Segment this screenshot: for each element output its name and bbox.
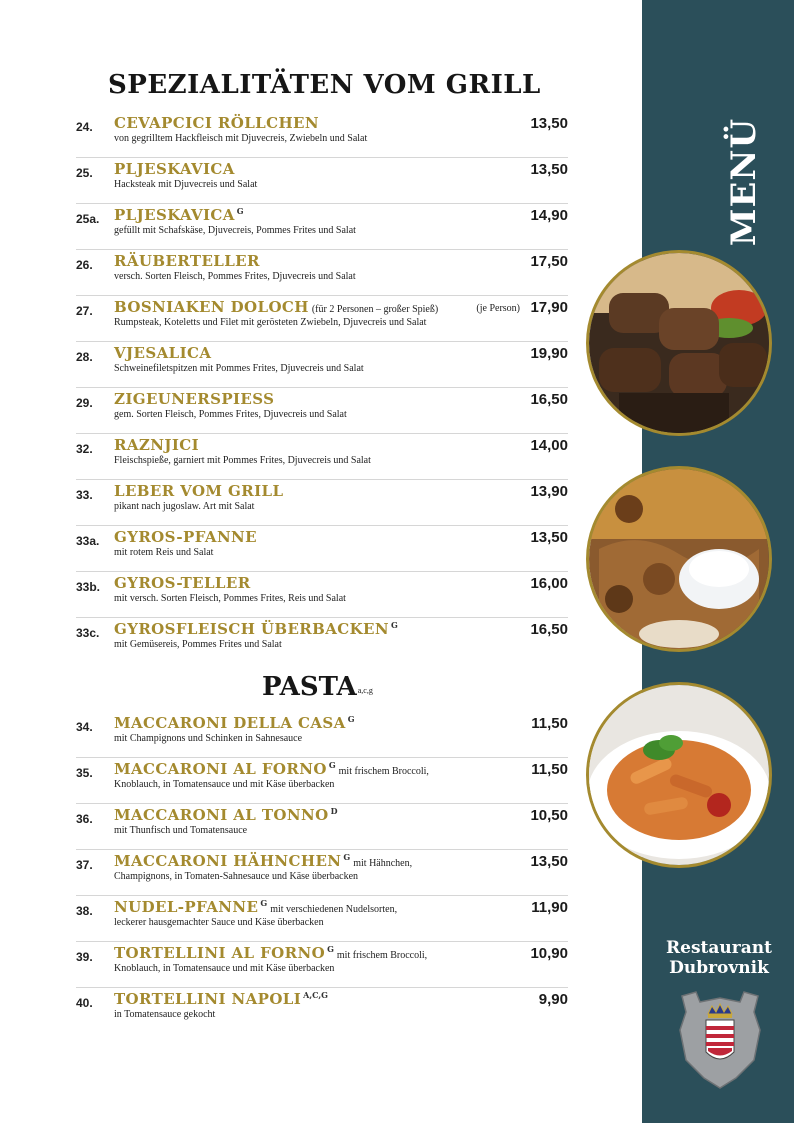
item-number: 28. — [76, 350, 93, 364]
item-name-text: CEVAPCICI RÖLLCHEN — [114, 114, 319, 132]
item-name-text: ZIGEUNERSPIESS — [114, 390, 275, 408]
menu-item — [76, 804, 568, 850]
allergen-code: G — [236, 206, 244, 216]
allergen-code: D — [330, 806, 338, 816]
item-number: 33c. — [76, 626, 100, 640]
allergen-code: G — [343, 852, 351, 862]
item-name — [114, 298, 438, 316]
allergen-code: G — [327, 944, 334, 954]
item-description: Champignons, in Tomaten-Sahnesauce und Käse überbacken — [114, 871, 359, 882]
item-description: von gegrilltem Hackfleisch mit Djuvecreis, Zwiebeln und Salat — [114, 133, 368, 144]
item-number: 34. — [76, 720, 93, 734]
item-number: 33a. — [76, 534, 100, 548]
pasta-allergen-codes: a,c,g — [357, 686, 373, 695]
item-description: Knoblauch, in Tomatensauce und mit Käse überbacken — [114, 779, 335, 790]
item-number: 25. — [76, 166, 93, 180]
menu-item — [76, 942, 568, 988]
item-name-text: MACCARONI AL FORNO — [114, 760, 327, 778]
item-name-text: TORTELLINI AL FORNO — [114, 944, 326, 962]
item-number: 27. — [76, 304, 93, 318]
menu-item — [76, 480, 568, 526]
item-name-text: MACCARONI DELLA CASA — [114, 714, 346, 732]
menu-item — [76, 988, 568, 1034]
item-name — [114, 944, 427, 962]
item-description: mit versch. Sorten Fleisch, Pommes Frites, Reis und Salat — [114, 593, 346, 604]
item-price: 19,90 — [530, 345, 568, 362]
item-number: 37. — [76, 858, 93, 872]
item-description: mit rotem Reis und Salat — [114, 547, 214, 558]
item-number: 24. — [76, 120, 93, 134]
pasta-section-title — [262, 672, 373, 702]
item-number: 26. — [76, 258, 93, 272]
grill-meat-photo — [586, 250, 772, 436]
item-description: in Tomatensauce gekocht — [114, 1009, 216, 1020]
item-name-text: PLJESKAVICA — [114, 160, 235, 178]
item-price: 16,00 — [530, 575, 568, 592]
item-name — [114, 620, 398, 638]
coat-of-arms-icon — [676, 990, 764, 1090]
menu-item — [76, 112, 568, 158]
item-description: pikant nach jugoslaw. Art mit Salat — [114, 501, 255, 512]
item-description: Fleischspieße, garniert mit Pommes Frites, Djuvecreis und Salat — [114, 455, 371, 466]
menu-item — [76, 896, 568, 942]
item-name-text: GYROS-PFANNE — [114, 528, 258, 546]
menu-item — [76, 158, 568, 204]
item-number: 33. — [76, 488, 93, 502]
pasta-title-text: PASTA — [262, 672, 357, 702]
item-price: 17,50 — [530, 253, 568, 270]
item-price: 14,00 — [530, 437, 568, 454]
item-note: (für 2 Personen – großer Spieß) — [311, 304, 439, 315]
item-price: 13,50 — [530, 853, 568, 870]
menu-item — [76, 342, 568, 388]
item-name — [114, 390, 274, 408]
item-price: 17,90 — [530, 299, 568, 316]
menu-item — [76, 572, 568, 618]
restaurant-name — [650, 938, 788, 978]
item-name — [114, 990, 328, 1008]
menu-vertical-label — [714, 112, 774, 252]
menu-item — [76, 250, 568, 296]
item-name-text: GYROSFLEISCH ÜBERBACKEN — [114, 620, 389, 638]
item-price: 14,90 — [530, 207, 568, 224]
item-description: Schweinefiletspitzen mit Pommes Frites, Djuvecreis und Salat — [114, 363, 364, 374]
item-description: Knoblauch, in Tomatensauce und mit Käse überbacken — [114, 963, 335, 974]
item-number: 35. — [76, 766, 93, 780]
item-price: 16,50 — [530, 621, 568, 638]
item-name-text: NUDEL-PFANNE — [114, 898, 259, 916]
item-name-text: VJESALICA — [114, 344, 212, 362]
item-name — [114, 436, 199, 454]
item-name — [114, 714, 355, 732]
menu-item — [76, 618, 568, 664]
item-name — [114, 898, 397, 916]
item-price: 10,50 — [530, 807, 568, 824]
item-name — [114, 852, 412, 870]
item-name-text: LEBER VOM GRILL — [114, 482, 284, 500]
item-name-text: BOSNIAKEN DOLOCH — [114, 298, 309, 316]
brand-line-1: Restaurant — [666, 938, 772, 958]
item-name — [114, 574, 251, 592]
item-price: 9,90 — [538, 991, 568, 1008]
item-number: 32. — [76, 442, 93, 456]
item-price: 11,90 — [531, 899, 568, 916]
item-note: mit frischem Broccoli, — [338, 766, 429, 777]
item-name-text: PLJESKAVICA — [114, 206, 235, 224]
item-description: Hacksteak mit Djuvecreis und Salat — [114, 179, 258, 190]
item-price: 13,50 — [530, 161, 568, 178]
item-note: mit verschiedenen Nudelsorten, — [270, 904, 398, 915]
item-name-text: RÄUBERTELLER — [114, 252, 260, 270]
item-name — [114, 160, 235, 178]
menu-item — [76, 296, 568, 342]
gyros-photo — [586, 466, 772, 652]
item-number: 40. — [76, 996, 93, 1010]
item-price: 11,50 — [531, 715, 568, 732]
item-price: 13,90 — [530, 483, 568, 500]
allergen-code: G — [328, 760, 336, 770]
item-name — [114, 344, 211, 362]
item-description: mit Gemüsereis, Pommes Frites und Salat — [114, 639, 282, 650]
menu-item — [76, 526, 568, 572]
item-name-text: MACCARONI AL TONNO — [114, 806, 329, 824]
menu-label-text: MENÜ — [724, 117, 764, 247]
item-name-text: GYROS-TELLER — [114, 574, 251, 592]
item-number: 33b. — [76, 580, 101, 594]
item-description: leckerer hausgemachter Sauce und Käse überbacken — [114, 917, 324, 928]
item-name-text: TORTELLINI NAPOLI — [114, 990, 302, 1008]
menu-item — [76, 712, 568, 758]
item-price: 13,50 — [530, 529, 568, 546]
item-note: mit Hähnchen, — [353, 858, 413, 869]
item-name — [114, 114, 319, 132]
menu-item — [76, 758, 568, 804]
allergen-code: G — [260, 898, 268, 908]
item-name-text: MACCARONI HÄHNCHEN — [114, 852, 342, 870]
item-description: mit Champignons und Schinken in Sahnesauce — [114, 733, 303, 744]
item-name — [114, 206, 244, 224]
item-name-text: RAZNJICI — [114, 436, 200, 454]
item-price: 10,90 — [530, 945, 568, 962]
item-name — [114, 482, 283, 500]
item-description: gem. Sorten Fleisch, Pommes Frites, Djuvecreis und Salat — [114, 409, 347, 420]
item-note: mit frischem Broccoli, — [336, 950, 428, 961]
item-price: 11,50 — [531, 761, 568, 778]
menu-item — [76, 388, 568, 434]
item-number: 38. — [76, 904, 93, 918]
item-name — [114, 528, 257, 546]
item-name — [114, 252, 260, 270]
item-number: 25a. — [76, 212, 100, 226]
item-number: 36. — [76, 812, 93, 826]
item-name — [114, 806, 338, 824]
item-number: 39. — [76, 950, 93, 964]
item-number: 29. — [76, 396, 93, 410]
allergen-code: A,C,G — [303, 990, 328, 1000]
item-description: gefüllt mit Schafskäse, Djuvecreis, Pommes Frites und Salat — [114, 225, 356, 236]
item-name — [114, 760, 429, 778]
pasta-photo — [586, 682, 772, 868]
brand-line-2: Dubrovnik — [669, 958, 769, 978]
item-price: 13,50 — [530, 115, 568, 132]
menu-item — [76, 204, 568, 250]
per-person-note: (je Person) — [476, 303, 520, 314]
item-description: Rumpsteak, Koteletts und Filet mit gerösteten Zwiebeln, Djuvecreis und Salat — [114, 317, 427, 328]
item-description: versch. Sorten Fleisch, Pommes Frites, Djuvecreis und Salat — [114, 271, 356, 282]
allergen-code: G — [347, 714, 355, 724]
menu-item — [76, 850, 568, 896]
item-description: mit Thunfisch und Tomatensauce — [114, 825, 248, 836]
item-price: 16,50 — [530, 391, 568, 408]
menu-item — [76, 434, 568, 480]
allergen-code: G — [391, 620, 398, 630]
grill-section-title: SPEZIALITÄTEN VOM GRILL — [108, 70, 541, 100]
